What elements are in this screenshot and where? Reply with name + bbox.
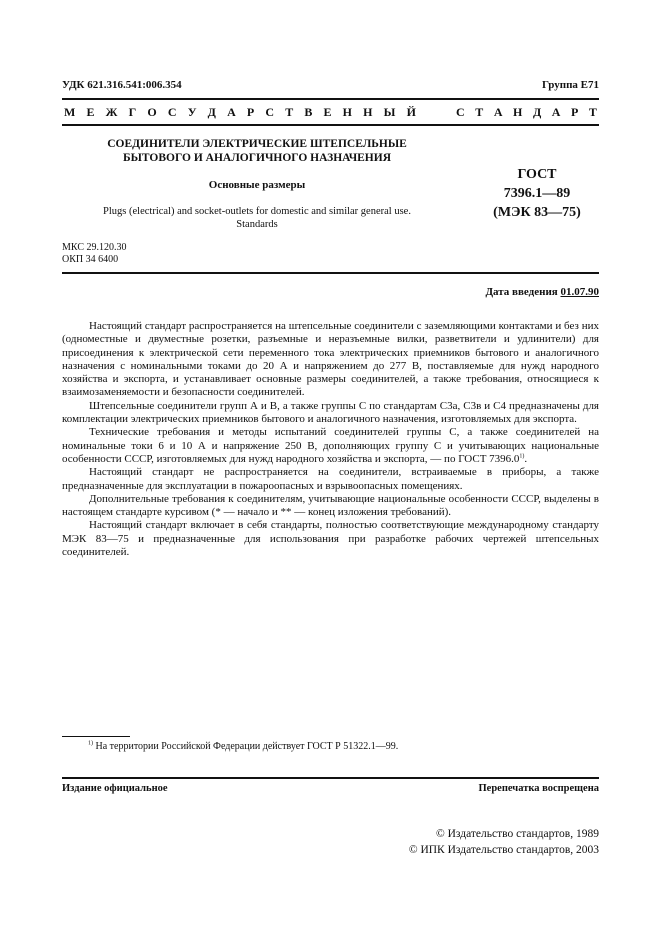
mezh-letter: Е [323, 105, 332, 119]
footnote-text: На территории Российской Федерации действует ГОСТ Р 51322.1—99. [93, 741, 399, 752]
header-rule-bottom [62, 124, 599, 126]
mezhgosudarstvenny-heading [64, 105, 416, 120]
copyright-2003: © ИПК Издательство стандартов, 2003 [408, 844, 599, 856]
mezh-letter: Р [246, 105, 255, 119]
date-label: Дата введения [485, 286, 558, 298]
paragraph-3 [62, 426, 599, 466]
footer-rule [62, 777, 599, 779]
copyright-1989: © Издательство стандартов, 1989 [435, 828, 599, 840]
stand-letter: Т [475, 105, 484, 119]
date-value: 01.07.90 [560, 286, 599, 298]
document-title [62, 137, 452, 165]
mezh-letter: В [304, 105, 313, 119]
standart-heading [456, 105, 597, 120]
stand-letter: Т [588, 105, 597, 119]
gost-line-3: (МЭК 83—75) [493, 205, 581, 220]
stand-letter: С [456, 105, 465, 119]
mezh-letter: Ж [105, 105, 118, 119]
footnote-ref: 1) [519, 453, 525, 460]
mezh-letter: М [64, 105, 76, 119]
stand-letter: А [551, 105, 561, 119]
mezh-letter: Й [406, 105, 416, 119]
reprint-prohibited: Перепечатка воспрещена [478, 783, 599, 794]
body-text [62, 320, 599, 559]
title-line-2: БЫТОВОГО И АНАЛОГИЧНОГО НАЗНАЧЕНИЯ [123, 152, 391, 164]
paragraph-3-end: . [524, 452, 528, 465]
mezh-letter: У [187, 105, 197, 119]
footnote [88, 741, 398, 752]
mks-code: МКС 29.120.30 [62, 242, 127, 253]
english-title-line-2: Standards [236, 219, 278, 230]
mezh-letter: О [147, 105, 157, 119]
mezh-letter: Д [207, 105, 216, 119]
footnote-separator [62, 736, 130, 737]
mezh-letter: Г [128, 105, 137, 119]
udk-code: УДК 621.316.541:006.354 [62, 79, 182, 91]
gost-line-1: ГОСТ [517, 167, 557, 182]
english-title-line-1: Plugs (electrical) and socket-outlets for domestic and similar general use. [103, 206, 411, 217]
stand-letter: Н [513, 105, 523, 119]
mezh-letter: А [227, 105, 236, 119]
classification-codes [62, 242, 126, 266]
header-rule-top [62, 98, 599, 100]
copyright-block [409, 826, 599, 858]
gost-line-2: 7396.1—89 [503, 186, 571, 201]
mezh-letter: С [265, 105, 275, 119]
footnote-mark: 1) [88, 740, 93, 747]
official-edition: Издание официальное [62, 783, 168, 794]
paragraph-6: Настоящий стандарт включает в себя стандарты, полностью соответствующие международному стандарту МЭК 83—75 и предназначенные для использования при разработке рабочих чертежей штепсельных соединителей. [62, 519, 599, 559]
mezh-letter: Н [363, 105, 373, 119]
mezh-letter: Т [285, 105, 294, 119]
effective-date [485, 286, 599, 298]
mezh-letter: С [167, 105, 177, 119]
english-title [62, 205, 452, 231]
stand-letter: Д [532, 105, 542, 119]
paragraph-5: Дополнительные требования к соединителям, учитывающие национальные особенности СССР, выделены в настоящем стандарте курсивом (* — начало и ** — конец изложения требований). [62, 492, 599, 519]
mezh-letter: Ы [383, 105, 396, 119]
mezh-letter: Е [86, 105, 95, 119]
stand-letter: Р [571, 105, 579, 119]
mezh-letter: Н [342, 105, 352, 119]
paragraph-2: Штепсельные соединители групп А и В, а также группы С по стандартам С3а, С3в и С4 предназначены для комплектации электрических приемников бытового и аналогичного назначения, изготовляемых для экспорта. [62, 399, 599, 426]
gost-designation [462, 165, 612, 222]
stand-letter: А [493, 105, 503, 119]
group-code: Группа Е71 [541, 79, 599, 91]
paragraph-1: Настоящий стандарт распространяется на штепсельные соединители с заземляющими контактами и без них (одноместные и двуместные розетки, разъемные и неразъемные вилки, разветвители и удлинители) для присоединения к электрической сети переменного тока электрических приемников бытового и аналогичного назначения с номинальными токами до 20 А и напряжением до 277 В, поставляемые для нужд народного хозяйства и экспорта, и устанавливает основные размеры соединителей, а также требования, относящиеся к взаимозаменяемости и безопасности соединителей. [62, 320, 599, 399]
title-block-rule [62, 272, 599, 274]
document-subtitle: Основные размеры [208, 179, 306, 191]
paragraph-3-text: Технические требования и методы испытаний соединителей группы С, а также соединителей на номинальные токи 6 и 10 А и напряжение 250 В, дополняющих группу С и учитывающих национальные особенности СССР, изготовляемых для нужд народного хозяйства и экспорта, — по ГОСТ 7396.0 [62, 426, 599, 465]
okp-code: ОКП 34 6400 [62, 254, 119, 265]
title-line-1: СОЕДИНИТЕЛИ ЭЛЕКТРИЧЕСКИЕ ШТЕПСЕЛЬНЫЕ [107, 138, 407, 150]
paragraph-4: Настоящий стандарт не распространяется на соединители, встраиваемые в приборы, а также предназначенные для эксплуатации в пожароопасных и взрывоопасных помещениях. [62, 466, 599, 492]
